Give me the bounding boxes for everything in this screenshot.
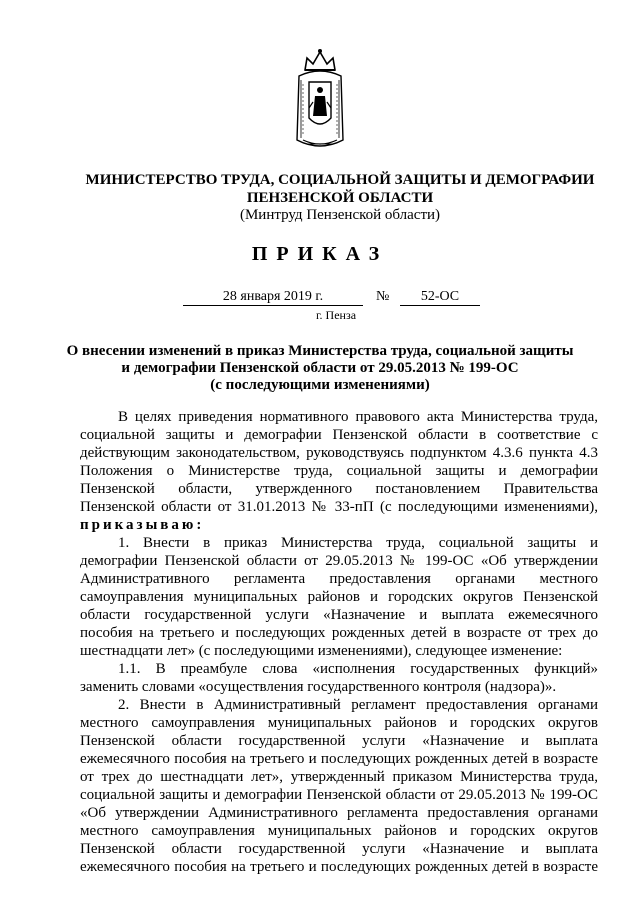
body-text-line: местного самоуправления муниципальных районов и городских округов <box>80 715 598 731</box>
body-text-line: заменить словами «осуществления государственного контроля (надзора)». <box>80 679 557 695</box>
body-text-line: шестнадцати лет» (с последующими изменениями), следующее изменение: <box>80 643 563 659</box>
body-text-line: самоуправления муниципальных районов и городских округов Пензенской <box>80 589 598 605</box>
coat-of-arms-icon <box>293 48 347 154</box>
document-type-title: ПРИКАЗ <box>251 243 389 265</box>
ministry-short-name: (Минтруд Пензенской области) <box>239 207 441 223</box>
ministry-name-line1: МИНИСТЕРСТВО ТРУДА, СОЦИАЛЬНОЙ ЗАЩИТЫ И ДЕМОГРАФИИ <box>85 172 595 188</box>
body-text-line: пособия на третьего и последующих рожденных детей в возрасте от трех до <box>80 625 598 641</box>
body-text-line: местного самоуправления муниципальных районов и городских округов <box>80 823 598 839</box>
body-text-line: 1.1. В преамбуле слова «исполнения государственных функций» <box>118 661 598 677</box>
ministry-name-line2: ПЕНЗЕНСКОЙ ОБЛАСТИ <box>246 190 434 206</box>
body-text-line: Пензенской области государственной услуги «Назначение и выплата <box>80 733 598 749</box>
order-date: 28 января 2019 г. <box>183 289 363 306</box>
body-text-line: ежемесячного пособия на третьего и последующих рожденных детей в возрасте <box>80 859 598 875</box>
body-text-line: 1. Внести в приказ Министерства труда, социальной защиты и <box>118 535 598 551</box>
body-text-line: социальной защиты и демографии Пензенской области от 29.05.2013 № 199-ОС <box>80 787 598 803</box>
order-number: 52-ОС <box>400 289 480 306</box>
body-text-line: Административного регламента предоставления органами местного <box>80 571 598 587</box>
body-text-line: ежемесячного пособия на третьего и последующих рожденных детей в возрасте <box>80 751 598 767</box>
body-text-line: демографии Пензенской области от 29.05.2013 № 199-ОС «Об утверждении <box>80 553 598 569</box>
subject-line: (с последующими изменениями) <box>210 377 430 393</box>
order-verb: приказываю: <box>80 517 205 533</box>
body-text-line: «Об утверждении Административного регламента предоставления органами <box>80 805 598 821</box>
body-text-line: социальной защиты и демографии Пензенской области в соответствие с <box>80 427 598 443</box>
body-text-line: Пензенской области от 31.01.2013 № 33-пП (с последующими изменениями), <box>80 499 598 515</box>
body-text-line: действующим законодательством, руководствуясь подпунктом 4.3.6 пункта 4.3 <box>80 445 598 461</box>
body-text-line: Пензенской области государственной услуги «Назначение и выплата <box>80 841 598 857</box>
subject-line: О внесении изменений в приказ Министерства труда, социальной защиты <box>66 343 574 359</box>
body-text-line: области государственной услуги «Назначение и выплата ежемесячного <box>80 607 598 623</box>
subject-line: и демографии Пензенской области от 29.05.2013 № 199-ОС <box>121 360 519 376</box>
body-text-line: Пензенской области, утвержденного постановлением Правительства <box>80 481 598 497</box>
order-city: г. Пенза <box>315 308 357 322</box>
body-text-line: 2. Внести в Административный регламент предоставления органами <box>118 697 598 713</box>
number-sign: № <box>376 289 390 304</box>
body-text-line: В целях приведения нормативного правового акта Министерства труда, <box>118 409 598 425</box>
body-text-line: от трех до шестнадцати лет», утвержденный приказом Министерства труда, <box>80 769 598 785</box>
body-text-line: Положения о Министерстве труда, социальной защиты и демографии <box>80 463 598 479</box>
